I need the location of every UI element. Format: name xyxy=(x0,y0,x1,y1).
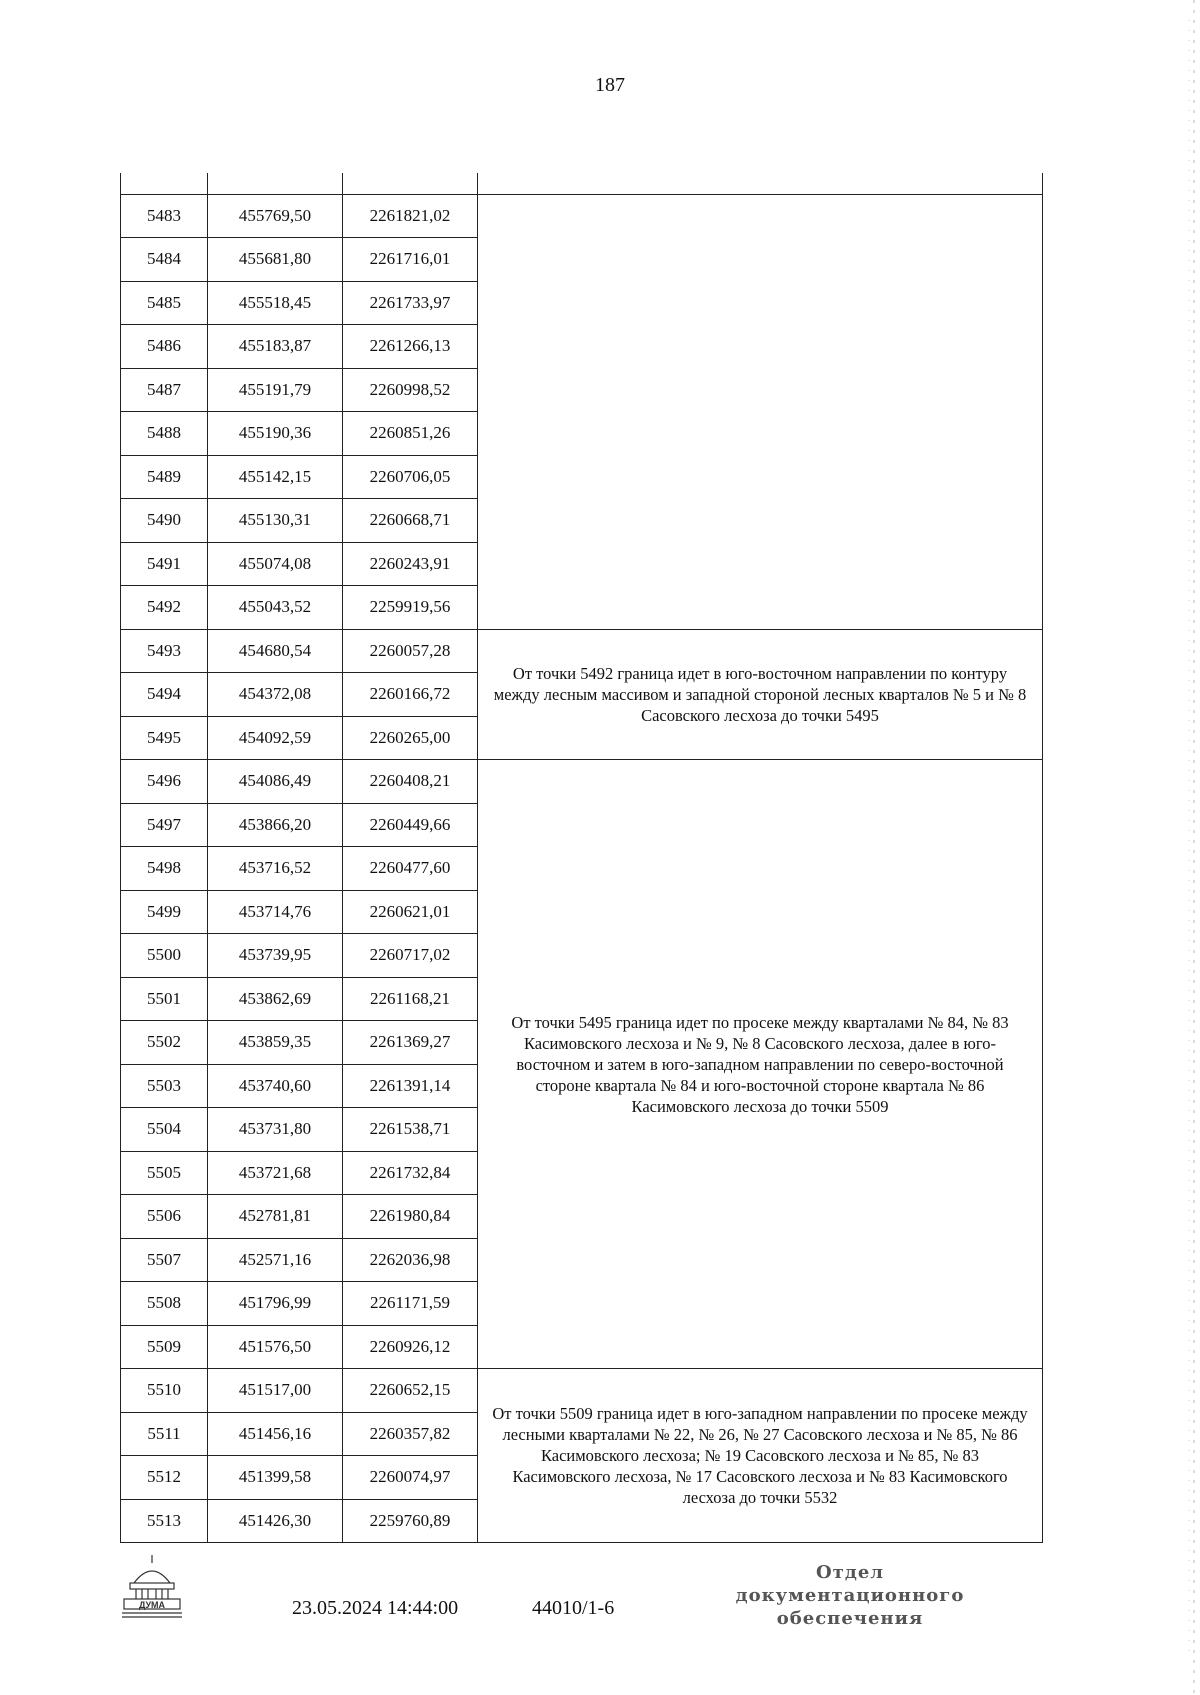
table-row xyxy=(121,760,1043,804)
x-coordinate-cell: 451796,99 xyxy=(208,1282,343,1326)
footer-datetime: 23.05.2024 14:44:00 xyxy=(292,1597,459,1619)
point-number-cell: 5500 xyxy=(121,934,208,978)
y-coordinate-cell: 2260477,60 xyxy=(343,847,478,891)
y-coordinate-cell: 2261980,84 xyxy=(343,1195,478,1239)
logo-text: ДУМА xyxy=(138,1600,166,1610)
point-number-cell: 5497 xyxy=(121,803,208,847)
table-row xyxy=(121,194,1043,238)
x-coordinate-cell: 453866,20 xyxy=(208,803,343,847)
boundary-description-cell: От точки 5495 граница идет по просеке между кварталами № 84, № 83 Касимовского лесхоза и № 9, № 8 Сасовского лесхоза, далее в юго-восточном и затем в юго-западном направлении по северо-восточной стороне квартала № 84 и юго-восточной стороне квартала № 86 Касимовского лесхоза до точки 5509 xyxy=(478,760,1043,1369)
y-coordinate-cell: 2259760,89 xyxy=(343,1499,478,1543)
y-coordinate-cell: 2260851,26 xyxy=(343,412,478,456)
point-number-cell: 5513 xyxy=(121,1499,208,1543)
point-number-cell: 5508 xyxy=(121,1282,208,1326)
point-number-cell: 5510 xyxy=(121,1369,208,1413)
point-number-cell: 5492 xyxy=(121,586,208,630)
boundary-description-cell: От точки 5492 граница идет в юго-восточном направлении по контуру между лесным массивом и западной стороной лесных кварталов № 5 и № 8 Сасовского лесхоза до точки 5495 xyxy=(478,629,1043,760)
x-coordinate-cell: 455518,45 xyxy=(208,281,343,325)
x-coordinate-cell: 453716,52 xyxy=(208,847,343,891)
y-coordinate-cell: 2260408,21 xyxy=(343,760,478,804)
y-coordinate-cell: 2261732,84 xyxy=(343,1151,478,1195)
table-row xyxy=(121,1369,1043,1413)
point-number-cell: 5483 xyxy=(121,194,208,238)
point-number-cell: 5507 xyxy=(121,1238,208,1282)
point-number-cell: 5511 xyxy=(121,1412,208,1456)
stamp-line-1: Отдел документационного xyxy=(735,1562,965,1606)
continuation-cell xyxy=(343,173,478,194)
x-coordinate-cell: 455183,87 xyxy=(208,325,343,369)
point-number-cell: 5491 xyxy=(121,542,208,586)
x-coordinate-cell: 451517,00 xyxy=(208,1369,343,1413)
table-continuation-row xyxy=(121,173,1043,194)
x-coordinate-cell: 452571,16 xyxy=(208,1238,343,1282)
page-number: 187 xyxy=(595,74,625,96)
point-number-cell: 5484 xyxy=(121,238,208,282)
y-coordinate-cell: 2260668,71 xyxy=(343,499,478,543)
y-coordinate-cell: 2260998,52 xyxy=(343,368,478,412)
point-number-cell: 5487 xyxy=(121,368,208,412)
x-coordinate-cell: 453859,35 xyxy=(208,1021,343,1065)
x-coordinate-cell: 453862,69 xyxy=(208,977,343,1021)
y-coordinate-cell: 2260357,82 xyxy=(343,1412,478,1456)
point-number-cell: 5489 xyxy=(121,455,208,499)
stamp-line-2: обеспечения xyxy=(776,1608,924,1629)
y-coordinate-cell: 2261733,97 xyxy=(343,281,478,325)
y-coordinate-cell: 2260449,66 xyxy=(343,803,478,847)
y-coordinate-cell: 2260265,00 xyxy=(343,716,478,760)
y-coordinate-cell: 2261171,59 xyxy=(343,1282,478,1326)
x-coordinate-cell: 451456,16 xyxy=(208,1412,343,1456)
x-coordinate-cell: 454086,49 xyxy=(208,760,343,804)
x-coordinate-cell: 455142,15 xyxy=(208,455,343,499)
y-coordinate-cell: 2260926,12 xyxy=(343,1325,478,1369)
point-number-cell: 5486 xyxy=(121,325,208,369)
point-number-cell: 5488 xyxy=(121,412,208,456)
duma-logo xyxy=(120,1553,184,1621)
x-coordinate-cell: 452781,81 xyxy=(208,1195,343,1239)
x-coordinate-cell: 455074,08 xyxy=(208,542,343,586)
coordinates-table xyxy=(120,173,1043,1543)
y-coordinate-cell: 2260166,72 xyxy=(343,673,478,717)
continuation-cell xyxy=(208,173,343,194)
y-coordinate-cell: 2260652,15 xyxy=(343,1369,478,1413)
point-number-cell: 5494 xyxy=(121,673,208,717)
point-number-cell: 5509 xyxy=(121,1325,208,1369)
x-coordinate-cell: 454680,54 xyxy=(208,629,343,673)
point-number-cell: 5512 xyxy=(121,1456,208,1500)
x-coordinate-cell: 454092,59 xyxy=(208,716,343,760)
y-coordinate-cell: 2261391,14 xyxy=(343,1064,478,1108)
x-coordinate-cell: 455769,50 xyxy=(208,194,343,238)
x-coordinate-cell: 455191,79 xyxy=(208,368,343,412)
boundary-description-cell: От точки 5509 граница идет в юго-западном направлении по просеке между лесными кварталами № 22, № 26, № 27 Сасовского лесхоза и № 85, № 86 Касимовского лесхоза; № 19 Сасовского лесхоза и № 85, № 83 Касимовского лесхоза, № 17 Сасовского лесхоза и № 83 Касимовского лесхоза до точки 5532 xyxy=(478,1369,1043,1543)
x-coordinate-cell: 451426,30 xyxy=(208,1499,343,1543)
y-coordinate-cell: 2260074,97 xyxy=(343,1456,478,1500)
x-coordinate-cell: 453714,76 xyxy=(208,890,343,934)
continuation-cell xyxy=(478,173,1043,194)
point-number-cell: 5496 xyxy=(121,760,208,804)
y-coordinate-cell: 2260057,28 xyxy=(343,629,478,673)
y-coordinate-cell: 2261821,02 xyxy=(343,194,478,238)
point-number-cell: 5505 xyxy=(121,1151,208,1195)
x-coordinate-cell: 454372,08 xyxy=(208,673,343,717)
y-coordinate-cell: 2260717,02 xyxy=(343,934,478,978)
table-row xyxy=(121,629,1043,673)
point-number-cell: 5503 xyxy=(121,1064,208,1108)
footer-doc-code: 44010/1-6 xyxy=(532,1597,615,1619)
y-coordinate-cell: 2261716,01 xyxy=(343,238,478,282)
point-number-cell: 5490 xyxy=(121,499,208,543)
y-coordinate-cell: 2261538,71 xyxy=(343,1108,478,1152)
coordinates-table-body xyxy=(121,173,1043,1543)
y-coordinate-cell: 2261266,13 xyxy=(343,325,478,369)
point-number-cell: 5493 xyxy=(121,629,208,673)
department-stamp xyxy=(700,1561,1000,1630)
y-coordinate-cell: 2260621,01 xyxy=(343,890,478,934)
x-coordinate-cell: 453740,60 xyxy=(208,1064,343,1108)
point-number-cell: 5495 xyxy=(121,716,208,760)
y-coordinate-cell: 2260243,91 xyxy=(343,542,478,586)
x-coordinate-cell: 455681,80 xyxy=(208,238,343,282)
boundary-description-cell xyxy=(478,194,1043,629)
continuation-cell xyxy=(121,173,208,194)
point-number-cell: 5485 xyxy=(121,281,208,325)
point-number-cell: 5501 xyxy=(121,977,208,1021)
x-coordinate-cell: 455190,36 xyxy=(208,412,343,456)
y-coordinate-cell: 2259919,56 xyxy=(343,586,478,630)
scan-edge-marks xyxy=(1178,0,1200,1695)
x-coordinate-cell: 453739,95 xyxy=(208,934,343,978)
point-number-cell: 5506 xyxy=(121,1195,208,1239)
x-coordinate-cell: 455130,31 xyxy=(208,499,343,543)
x-coordinate-cell: 453721,68 xyxy=(208,1151,343,1195)
point-number-cell: 5499 xyxy=(121,890,208,934)
y-coordinate-cell: 2261369,27 xyxy=(343,1021,478,1065)
point-number-cell: 5498 xyxy=(121,847,208,891)
y-coordinate-cell: 2262036,98 xyxy=(343,1238,478,1282)
y-coordinate-cell: 2261168,21 xyxy=(343,977,478,1021)
x-coordinate-cell: 451399,58 xyxy=(208,1456,343,1500)
point-number-cell: 5504 xyxy=(121,1108,208,1152)
x-coordinate-cell: 455043,52 xyxy=(208,586,343,630)
x-coordinate-cell: 451576,50 xyxy=(208,1325,343,1369)
y-coordinate-cell: 2260706,05 xyxy=(343,455,478,499)
x-coordinate-cell: 453731,80 xyxy=(208,1108,343,1152)
point-number-cell: 5502 xyxy=(121,1021,208,1065)
